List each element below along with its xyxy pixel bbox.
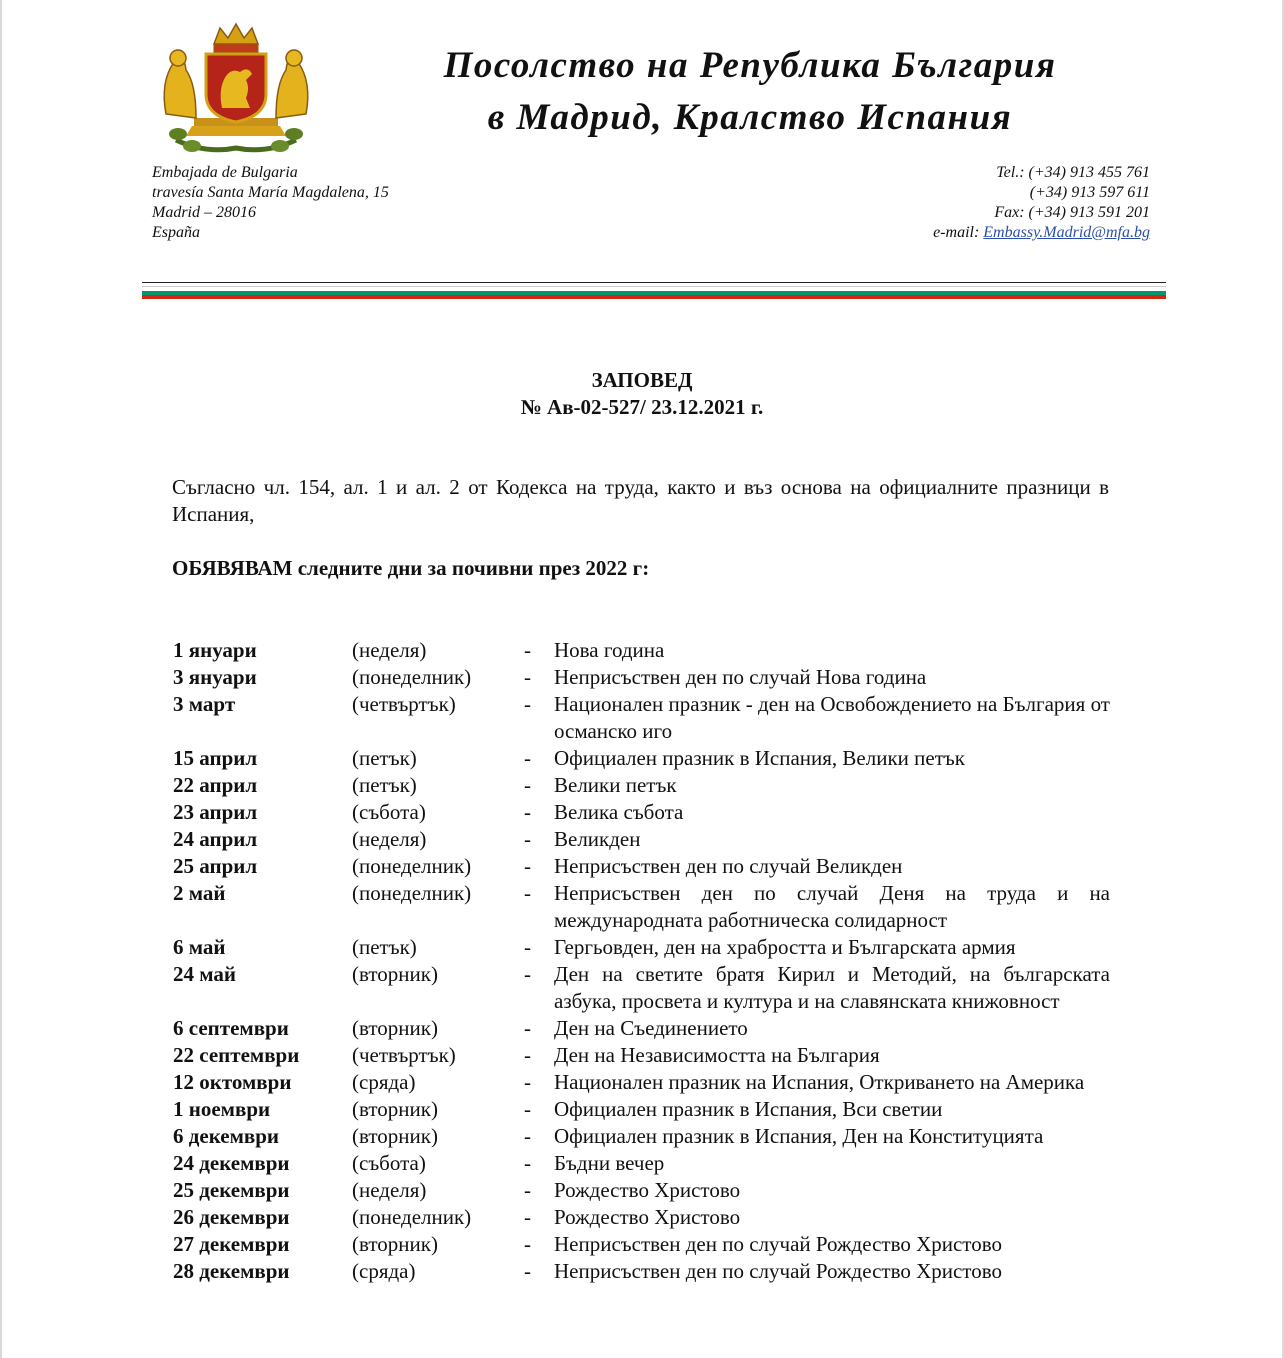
holiday-dash: - [524,1097,531,1121]
email-label: e-mail: [933,224,980,241]
order-heading: ЗАПОВЕД [591,368,693,392]
holiday-date: 1 януари [173,638,257,662]
holiday-weekday: (неделя) [352,638,427,662]
tel-number-2: (+34) 913 597 611 [1029,184,1150,201]
holiday-dash: - [524,692,531,716]
holiday-row [173,1015,1110,1042]
holiday-description: Неприсъствен ден по случай Рождество Христово [554,1232,1002,1256]
fax-label: Fax: [994,204,1025,221]
holiday-date: 2 май [173,881,226,905]
holiday-weekday: (понеделник) [352,881,472,905]
holiday-description: Неприсъствен ден по случай Великден [554,854,903,878]
holiday-dash: - [524,665,531,689]
tel-number-1: (+34) 913 455 761 [1028,164,1150,181]
holiday-description: Велики петък [554,773,677,797]
holiday-date: 15 април [173,746,258,770]
holiday-dash: - [524,1205,531,1229]
holiday-row [173,637,1110,664]
holiday-description: Великден [554,827,641,851]
holiday-description: Велика събота [554,800,684,824]
holiday-dash: - [524,1070,531,1094]
holiday-row [173,799,1110,826]
holiday-dash: - [524,827,531,851]
holiday-description: Рождество Христово [554,1205,741,1229]
holiday-weekday: (сряда) [352,1070,416,1094]
holiday-dash: - [524,1178,531,1202]
holiday-dash: - [524,935,531,959]
order-number: № Ав-02-527/ 23.12.2021 г. [520,395,764,419]
holiday-row [173,934,1110,961]
holiday-row [173,826,1110,853]
holiday-weekday: (вторник) [352,962,438,986]
holiday-dash: - [524,1043,531,1067]
holiday-description: Нова година [554,638,665,662]
flag-stripe-red [142,295,1166,299]
holiday-weekday: (вторник) [352,1097,438,1121]
holiday-date: 23 април [173,800,258,824]
holiday-row [173,664,1110,691]
holiday-date: 6 септември [173,1016,289,1040]
tel-label: Tel.: [996,164,1025,181]
holiday-description: Ден на Съединението [554,1016,748,1040]
email-link[interactable]: Embassy.Madrid@mfa.bg [983,224,1150,241]
holiday-description: Ден на Независимостта на България [554,1043,880,1067]
holiday-row [173,1204,1110,1231]
holiday-weekday: (петък) [352,935,417,959]
address-line: Embajada de Bulgaria [152,164,298,181]
holiday-weekday: (събота) [352,800,426,824]
holiday-row [173,853,1110,880]
holiday-description: Национален празник на Испания, Откриването на Америка [554,1070,1085,1094]
holiday-date: 6 декември [173,1124,280,1148]
holiday-weekday: (понеделник) [352,1205,472,1229]
holiday-description: Неприсъствен ден по случай Деня на труда и на международната работническа солидарност [554,881,1110,932]
holiday-date: 24 декември [173,1151,290,1175]
holiday-row [173,1150,1110,1177]
holiday-date: 1 ноември [173,1097,271,1121]
holiday-dash: - [524,1016,531,1040]
holiday-dash: - [524,962,531,986]
header-divider [142,282,1166,283]
intro-paragraph: Съгласно чл. 154, ал. 1 и ал. 2 от Кодекса на труда, както и въз основа на официалните празници в Испания, [172,475,1109,526]
fax-number: (+34) 913 591 201 [1028,204,1150,221]
address-line: travesía Santa María Magdalena, 15 [152,184,389,201]
holiday-weekday: (вторник) [352,1016,438,1040]
holiday-description: Официален празник в Испания, Вси светии [554,1097,943,1121]
holiday-date: 27 декември [173,1232,290,1256]
holiday-weekday: (понеделник) [352,665,472,689]
holiday-row [173,961,1110,1015]
holiday-row [173,772,1110,799]
holiday-date: 24 май [173,962,237,986]
flag-stripe [142,286,1166,299]
holiday-weekday: (неделя) [352,1178,427,1202]
address-line: Madrid – 28016 [152,204,256,221]
holiday-description: Национален празник - ден на Освобождението на България от османско иго [554,692,1110,743]
holiday-date: 28 декември [173,1259,290,1283]
holiday-dash: - [524,854,531,878]
holiday-row [173,880,1110,934]
holiday-dash: - [524,746,531,770]
holiday-dash: - [524,1259,531,1283]
embassy-title-line1: Посолство на Република България [443,45,1057,86]
holiday-description: Неприсъствен ден по случай Рождество Христово [554,1259,1002,1283]
holiday-weekday: (четвъртък) [352,1043,456,1067]
holiday-row [173,745,1110,772]
holiday-weekday: (петък) [352,773,417,797]
holiday-date: 26 декември [173,1205,290,1229]
holiday-description: Бъдни вечер [554,1151,665,1175]
holiday-dash: - [524,1151,531,1175]
tel-line-2 [933,183,1150,203]
holiday-dash: - [524,1124,531,1148]
holiday-list [173,637,1110,1285]
holiday-weekday: (понеделник) [352,854,472,878]
holiday-description: Официален празник в Испания, Велики петък [554,746,965,770]
holiday-date: 24 април [173,827,258,851]
holiday-description: Рождество Христово [554,1178,741,1202]
holiday-date: 22 април [173,773,258,797]
holiday-description: Гергьовден, ден на храбростта и Българската армия [554,935,1016,959]
email-line [933,223,1150,243]
holiday-date: 22 септември [173,1043,300,1067]
holiday-weekday: (петък) [352,746,417,770]
tel-line-1 [933,163,1150,183]
address-line: España [152,224,200,241]
holiday-weekday: (вторник) [352,1232,438,1256]
holiday-row [173,1042,1110,1069]
holiday-row [173,691,1110,745]
holiday-date: 25 април [173,854,258,878]
embassy-title-line2: в Мадрид, Кралство Испания [487,97,1013,138]
holiday-weekday: (събота) [352,1151,426,1175]
holiday-weekday: (сряда) [352,1259,416,1283]
holiday-weekday: (вторник) [352,1124,438,1148]
holiday-row [173,1231,1110,1258]
address-block [152,163,389,243]
declaration: ОБЯВЯВАМ следните дни за почивни през 2022 г: [172,556,650,580]
holiday-dash: - [524,773,531,797]
holiday-row [173,1096,1110,1123]
holiday-dash: - [524,800,531,824]
holiday-dash: - [524,1232,531,1256]
holiday-row [173,1123,1110,1150]
fax-line [933,203,1150,223]
holiday-date: 3 януари [173,665,257,689]
holiday-weekday: (неделя) [352,827,427,851]
holiday-description: Официален празник в Испания, Ден на Конституцията [554,1124,1044,1148]
holiday-date: 6 май [173,935,226,959]
holiday-date: 12 октомври [173,1070,292,1094]
holiday-row [173,1069,1110,1096]
holiday-description: Ден на светите братя Кирил и Методий, на българската азбука, просвета и култура и на славянската книжовност [554,962,1110,1013]
holiday-description: Неприсъствен ден по случай Нова година [554,665,927,689]
holiday-date: 3 март [173,692,236,716]
holiday-weekday: (четвъртък) [352,692,456,716]
holiday-dash: - [524,638,531,662]
holiday-dash: - [524,881,531,905]
holiday-date: 25 декември [173,1178,290,1202]
holiday-row [173,1258,1110,1285]
holiday-row [173,1177,1110,1204]
coat-of-arms-icon [156,22,316,157]
page-edge-left [0,0,2,1358]
contact-block [933,163,1150,243]
